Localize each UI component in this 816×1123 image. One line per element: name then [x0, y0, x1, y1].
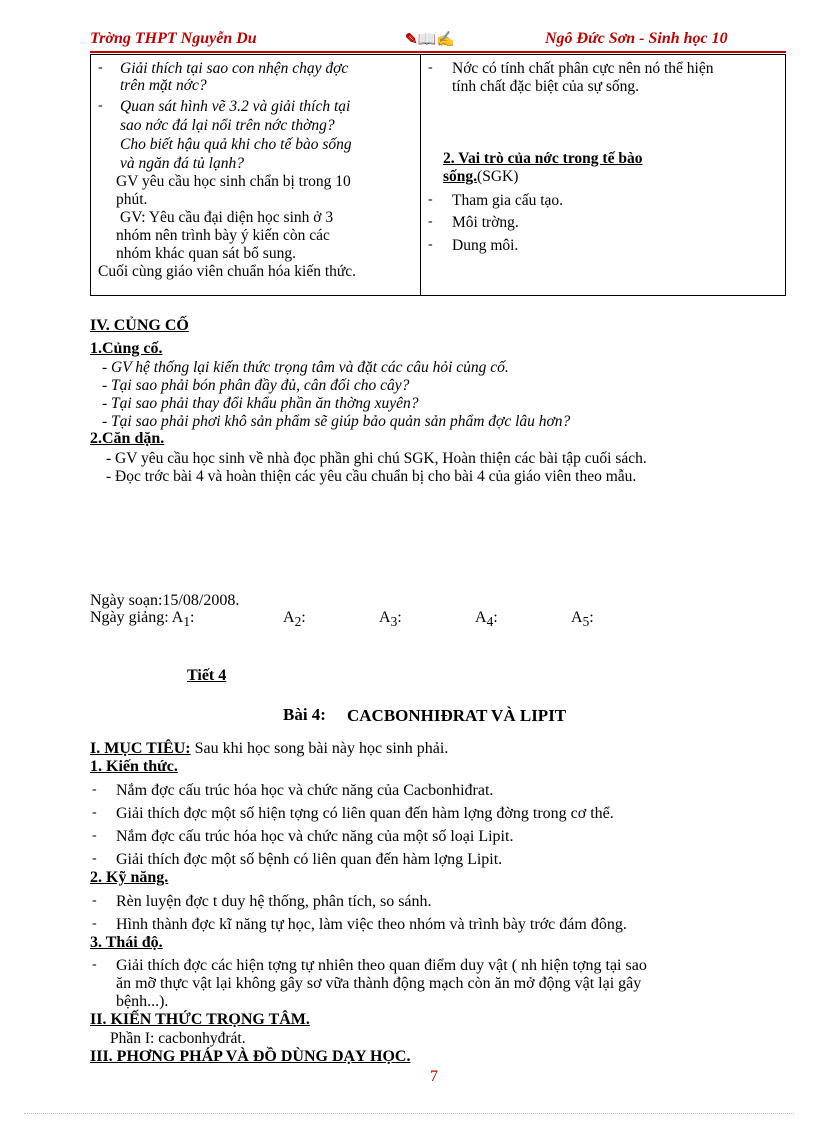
section4-sub2: 2.Căn dặn.: [90, 430, 165, 447]
date-giang-label: Ngày giảng: A: [90, 609, 184, 626]
section4-line2: - Tại sao phải bón phân đầy đủ, cân đối cho cây?: [102, 377, 410, 394]
bullet-dash: -: [92, 957, 97, 972]
objectives-sub3: 3. Thái độ.: [90, 934, 163, 951]
left-para1-line2: phút.: [116, 191, 148, 208]
header-divider: [90, 51, 786, 53]
page-number: 7: [430, 1068, 438, 1085]
lesson-period: Tiết 4: [187, 667, 227, 684]
class-a2-index: 2: [294, 614, 302, 630]
objectives-sub1: 1. Kiến thức.: [90, 758, 178, 775]
table-column-divider: [420, 54, 421, 296]
objectives-heading: I. MỤC TIÊU:: [90, 740, 191, 757]
right-heading-line2: sống.: [443, 168, 478, 185]
class-a5-index: 5: [582, 614, 590, 630]
skill-1: Rèn luyện đợc t duy hệ thống, phân tích, so sánh.: [116, 893, 432, 910]
section4-line3: - Tại sao phải thay đổi khẩu phần ăn thờng xuyên?: [102, 395, 419, 412]
knowledge-3: Nắm đợc cấu trúc hóa học và chức năng của một số loại Lipit.: [116, 828, 514, 845]
bullet-dash: -: [92, 916, 97, 931]
footer-divider: [24, 1113, 794, 1114]
bullet-dash: -: [428, 192, 433, 207]
bullet-dash: -: [92, 828, 97, 843]
right-bullet1-line2: tính chất đặc biệt của sự sống.: [452, 78, 640, 95]
bullet-dash: -: [92, 851, 97, 866]
header-teacher: Ngô Đức Sơn - Sinh học 10: [545, 30, 728, 47]
left-bullet2-line3: Cho biết hậu quả khi cho tế bào sống: [120, 136, 352, 153]
knowledge-1: Nắm đợc cấu trúc hóa học và chức năng của Cacbonhiđrat.: [116, 782, 494, 799]
section4-sub1: 1.Củng cố.: [90, 340, 163, 357]
section4-line1: - GV hệ thống lại kiến thức trọng tâm và đặt các câu hỏi củng cố.: [102, 359, 509, 376]
bullet-dash: -: [98, 98, 103, 113]
left-para3: Cuối cùng giáo viên chuẩn hóa kiến thức.: [98, 263, 357, 280]
class-a3: $A_3$:: [379, 609, 402, 630]
objectives-heading-row: [90, 740, 448, 758]
bullet-dash: -: [98, 60, 103, 75]
attitude-line3: bệnh...).: [116, 993, 169, 1010]
knowledge-2: Giải thích đợc một số hiện tợng có liên quan đến hàm lợng đờng trong cơ thể.: [116, 805, 614, 822]
left-para1-line1: GV yêu cầu học sinh chẩn bị trong 10: [116, 173, 351, 190]
section4-dan1: - GV yêu cầu học sinh về nhà đọc phần ghi chú SGK, Hoàn thiện các bài tập cuối sách.: [106, 450, 647, 467]
header-school: Trờng THPT Nguyễn Du: [90, 30, 257, 47]
section2-content: Phần I: cacbonhyđrát.: [110, 1030, 246, 1047]
left-para2-line3: nhóm khác quan sát bổ sung.: [116, 245, 296, 262]
class-a4-sep: :: [493, 609, 498, 626]
section4-dan2: - Đọc trớc bài 4 và hoàn thiện các yêu cầu chuẩn bị cho bài 4 của giáo viên theo mẫu.: [106, 468, 637, 485]
date-giang: [90, 609, 194, 630]
class-a1-sep: :: [190, 609, 195, 626]
left-bullet2-line4: và ngăn đá tủ lạnh?: [120, 155, 244, 172]
class-a3-sep: :: [397, 609, 402, 626]
right-item-2: Môi trờng.: [452, 214, 519, 231]
class-a1-index: 1: [183, 614, 190, 630]
section2-heading: II. KIẾN THỨC TRỌNG TÂM.: [90, 1011, 310, 1028]
right-heading-line1: 2. Vai trò của nớc trong tế bào: [443, 150, 643, 167]
class-a4: $A_4$:: [475, 609, 498, 630]
left-bullet1-line2: trên mặt nớc?: [120, 77, 207, 94]
date-soan: Ngày soạn:15/08/2008.: [90, 592, 240, 609]
bullet-dash: -: [92, 893, 97, 908]
lesson-bai: Bài 4:: [283, 705, 326, 724]
knowledge-4: Giải thích đợc một số bệnh có liên quan đến hàm lợng Lipit.: [116, 851, 503, 868]
right-heading-line2-group: [443, 168, 518, 186]
attitude-line2: ăn mỡ thực vật lại không gây sơ vữa thành động mạch còn ăn mở động vật lại gây: [116, 975, 642, 992]
bullet-dash: -: [428, 237, 433, 252]
right-item-3: Dung môi.: [452, 237, 519, 254]
attitude-line1: Giải thích đợc các hiện tợng tự nhiên theo quan điểm duy vật ( nh hiện tợng tại sao: [116, 957, 647, 974]
class-a5: $A_5$:: [571, 609, 594, 630]
section4-line4: - Tại sao phải phơi khô sản phẩm sẽ giúp bảo quản sản phẩm đợc lâu hơn?: [102, 413, 571, 430]
objectives-intro: Sau khi học song bài này học sinh phải.: [190, 740, 449, 757]
left-bullet1-line1: Giải thích tại sao con nhện chạy đợc: [120, 60, 349, 77]
header-ornament-icon: ✎📖✍: [405, 32, 455, 48]
skill-2: Hình thành đợc kĩ năng tự học, làm việc theo nhóm và trình bày trớc đám đông.: [116, 916, 627, 933]
bullet-dash: -: [92, 782, 97, 797]
class-a4-index: 4: [486, 614, 494, 630]
left-bullet2-line1: Quan sát hình vẽ 3.2 và giải thích tại: [120, 98, 351, 115]
section3-heading: III. PHƠNG PHÁP VÀ ĐỒ DÙNG DẠY HỌC.: [90, 1048, 411, 1065]
left-para2-line2: nhóm nên trình bày ý kiến còn các: [116, 227, 330, 244]
bullet-dash: -: [428, 60, 433, 75]
left-bullet2-line2: sao nớc đá lại nổi trên nớc thờng?: [120, 117, 335, 134]
bullet-dash: -: [92, 805, 97, 820]
class-a2-sep: :: [301, 609, 306, 626]
right-bullet1-line1: Nớc có tính chất phân cực nên nó thể hiện: [452, 60, 714, 77]
class-a5-sep: :: [589, 609, 594, 626]
class-a3-index: 3: [390, 614, 398, 630]
class-a2: $A_2$:: [283, 609, 306, 630]
objectives-sub2: 2. Kỹ năng.: [90, 869, 169, 886]
right-item-1: Tham gia cấu tạo.: [452, 192, 564, 209]
section4-title: IV. CỦNG CỐ: [90, 317, 189, 334]
lesson-title: CACBONHIĐRAT VÀ LIPIT: [347, 706, 567, 725]
bullet-dash: -: [428, 214, 433, 229]
right-heading-note: (SGK): [477, 168, 519, 185]
left-para2-line1: GV: Yêu cầu đại diện học sinh ở 3: [120, 209, 334, 226]
